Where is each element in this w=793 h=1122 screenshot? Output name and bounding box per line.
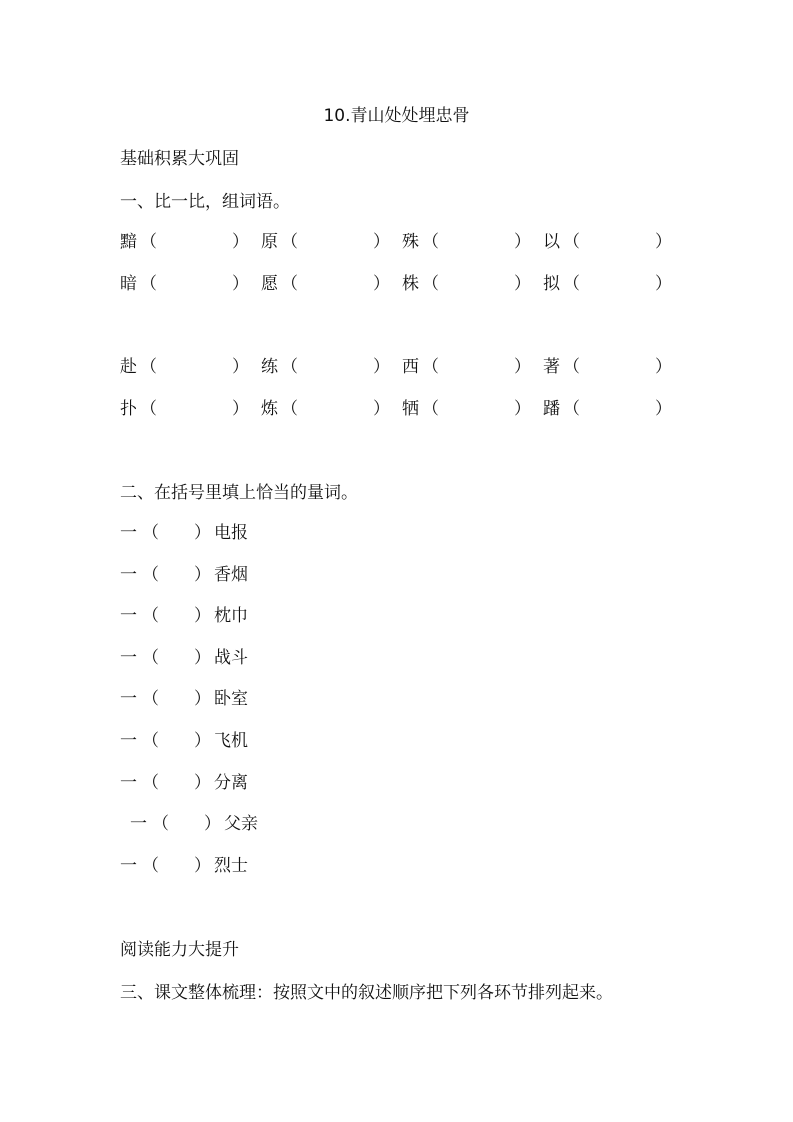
blank-close-paren: ）: [514, 357, 531, 377]
blank-close-paren: ）: [194, 731, 211, 751]
blank-open-paren: （: [422, 399, 439, 419]
blank-open-paren: （: [142, 565, 159, 585]
blank-close-paren: ）: [655, 232, 672, 252]
question-2-label: 二、在括号里填上恰当的量词。: [120, 483, 358, 503]
blank-close-paren: ）: [194, 773, 211, 793]
blank-open-paren: （: [142, 606, 159, 626]
blank-open-paren: （: [281, 232, 298, 252]
blank-close-paren: ）: [655, 274, 672, 294]
blank-close-paren: ）: [232, 399, 249, 419]
blank-open-paren: （: [140, 399, 157, 419]
measure-word-noun: 烈士: [214, 856, 248, 876]
prefix-number: 一: [120, 689, 137, 709]
blank-open-paren: （: [142, 648, 159, 668]
word-row: [120, 232, 680, 252]
word-character: 著: [543, 357, 560, 377]
blank-close-paren: ）: [514, 399, 531, 419]
word-row: [120, 357, 680, 377]
measure-word-noun: 战斗: [214, 648, 248, 668]
blank-open-paren: （: [422, 274, 439, 294]
question-1-label: 一、比一比，组词语。: [120, 192, 290, 212]
blank-open-paren: （: [281, 357, 298, 377]
word-character: 西: [402, 357, 419, 377]
measure-word-noun: 电报: [214, 523, 248, 543]
blank-open-paren: （: [563, 399, 580, 419]
word-character: 愿: [261, 274, 278, 294]
section-heading-basics: 基础积累大巩固: [120, 149, 239, 169]
blank-close-paren: ）: [194, 606, 211, 626]
measure-word-noun: 分离: [214, 773, 248, 793]
blank-open-paren: （: [422, 357, 439, 377]
word-character: 牺: [402, 399, 419, 419]
word-character: 暗: [120, 274, 137, 294]
word-character: 赴: [120, 357, 137, 377]
blank-open-paren: （: [281, 399, 298, 419]
blank-open-paren: （: [140, 232, 157, 252]
blank-close-paren: ）: [373, 399, 390, 419]
word-character: 炼: [261, 399, 278, 419]
blank-open-paren: （: [563, 274, 580, 294]
word-character: 殊: [402, 232, 419, 252]
word-character: 黯: [120, 232, 137, 252]
measure-word-noun: 父亲: [224, 814, 258, 834]
word-row: [120, 274, 680, 294]
prefix-number: 一: [120, 731, 137, 751]
word-character: 练: [261, 357, 278, 377]
prefix-number: 一: [120, 565, 137, 585]
blank-close-paren: ）: [194, 648, 211, 668]
prefix-number: 一: [120, 856, 137, 876]
prefix-number: 一: [120, 648, 137, 668]
measure-word-noun: 枕巾: [214, 606, 248, 626]
blank-close-paren: ）: [232, 232, 249, 252]
blank-open-paren: （: [142, 856, 159, 876]
blank-open-paren: （: [142, 689, 159, 709]
blank-close-paren: ）: [373, 274, 390, 294]
prefix-number: 一: [120, 606, 137, 626]
blank-close-paren: ）: [194, 856, 211, 876]
word-character: 拟: [543, 274, 560, 294]
word-character: 扑: [120, 399, 137, 419]
prefix-number: 一: [130, 814, 147, 834]
word-character: 蹯: [543, 399, 560, 419]
section-heading-reading: 阅读能力大提升: [120, 940, 239, 960]
word-character: 株: [402, 274, 419, 294]
blank-open-paren: （: [563, 232, 580, 252]
blank-close-paren: ）: [194, 565, 211, 585]
blank-close-paren: ）: [514, 274, 531, 294]
blank-open-paren: （: [563, 357, 580, 377]
blank-close-paren: ）: [373, 357, 390, 377]
page-title: 10.青山处处埋忠骨: [323, 106, 470, 126]
blank-close-paren: ）: [194, 689, 211, 709]
blank-close-paren: ）: [232, 274, 249, 294]
blank-close-paren: ）: [204, 814, 221, 834]
blank-close-paren: ）: [373, 232, 390, 252]
blank-close-paren: ）: [194, 523, 211, 543]
word-character: 以: [543, 232, 560, 252]
blank-open-paren: （: [142, 523, 159, 543]
blank-open-paren: （: [422, 232, 439, 252]
blank-close-paren: ）: [655, 399, 672, 419]
word-row: [120, 399, 680, 419]
blank-close-paren: ）: [655, 357, 672, 377]
blank-open-paren: （: [281, 274, 298, 294]
measure-word-noun: 香烟: [214, 565, 248, 585]
measure-word-noun: 飞机: [214, 731, 248, 751]
blank-open-paren: （: [142, 773, 159, 793]
prefix-number: 一: [120, 773, 137, 793]
blank-open-paren: （: [142, 731, 159, 751]
question-3-label: 三、课文整体梳理：按照文中的叙述顺序把下列各环节排列起来。: [120, 983, 613, 1003]
blank-close-paren: ）: [232, 357, 249, 377]
measure-word-noun: 卧室: [214, 689, 248, 709]
blank-open-paren: （: [140, 274, 157, 294]
blank-open-paren: （: [152, 814, 169, 834]
prefix-number: 一: [120, 523, 137, 543]
blank-close-paren: ）: [514, 232, 531, 252]
blank-open-paren: （: [140, 357, 157, 377]
word-character: 原: [261, 232, 278, 252]
